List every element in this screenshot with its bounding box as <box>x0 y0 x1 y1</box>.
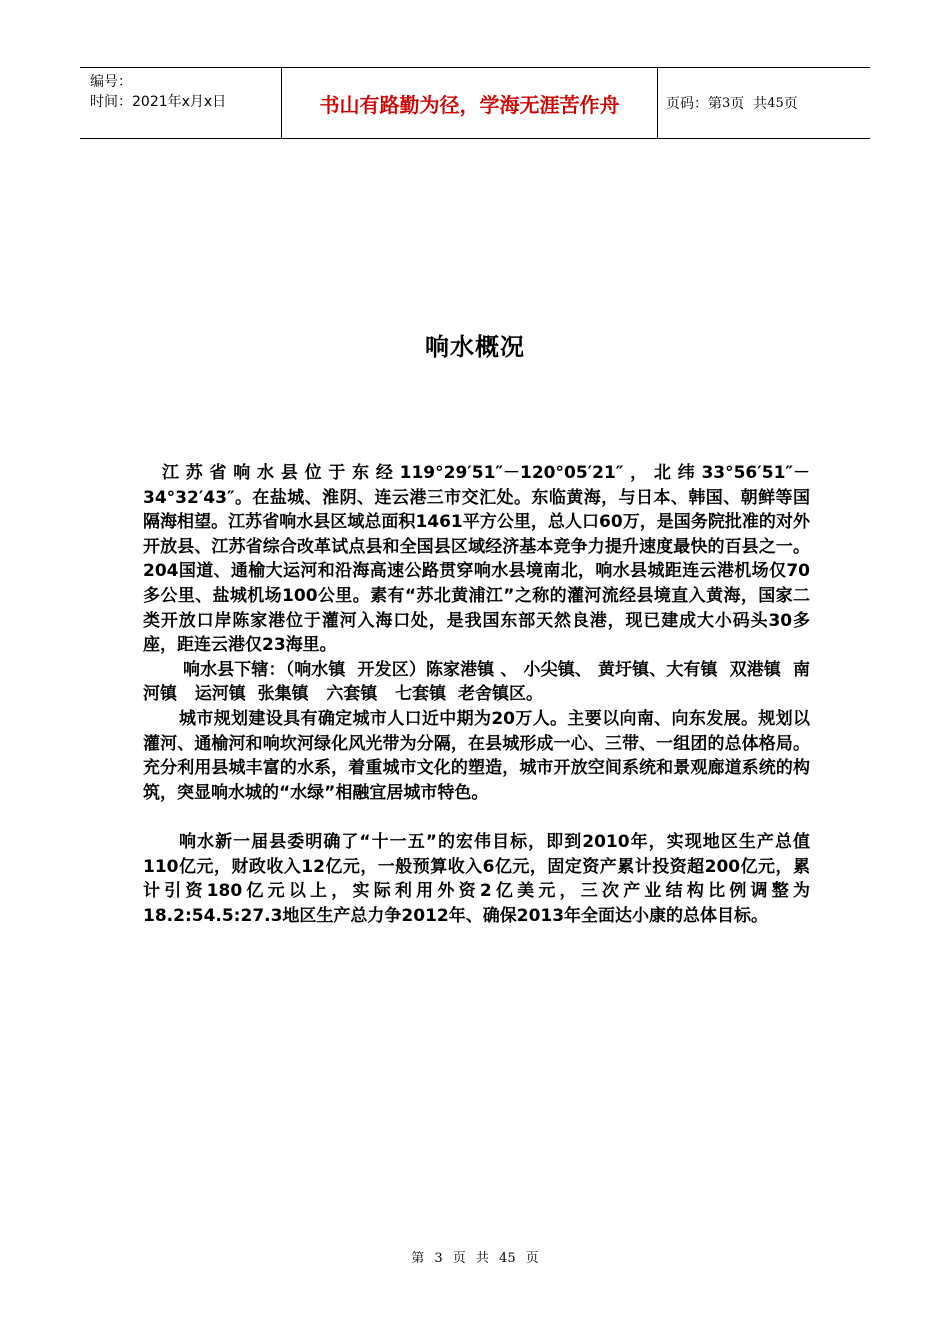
document-body <box>143 461 810 928</box>
header-table <box>80 67 870 139</box>
paragraph-towns: 响水县下辖：（响水镇 开发区）陈家港镇 、 小尖镇、 黄圩镇、大有镇 双港镇 南河镇 运河镇 张集镇 六套镇 七套镇 老舍镇区。 <box>143 659 810 705</box>
header-motto: 书山有路勤为径，学海无涯苦作舟 <box>282 68 658 138</box>
page-current: 3 <box>722 95 731 111</box>
page-title: 响水概况 <box>425 333 525 361</box>
time-label: 时间：2021年x月x日 <box>90 94 227 110</box>
serial-label: 编号： <box>90 74 132 90</box>
paragraph-overview: 江苏省响水县位于东经119°29′51″－120°05′21″，北纬33°56′51″－34°32′43″。在盐城、淮阴、连云港三市交汇处。东临黄海，与日本、韩国、朝鲜等国隔海相望。江苏省响水县区域总面积1461平方公里，总人口60万，是国务院批准的对外开放县、江苏省综合改革试点县和全国县区域经济基本竞争力提升速度最快的百县之一。204国道、通榆大运河和沿海高速公路贯穿响水县境南北，响水县城距连云港机场仅70多公里、盐城机场100公里。素有“苏北黄浦江”之称的灌河流经县境直入黄海，国家二类开放口岸陈家港位于灌河入海口处，是我国东部天然良港，现已建成大小码头30多座，距连云港仅23海里。 <box>143 463 810 656</box>
header-meta-cell <box>80 68 282 138</box>
paragraph-goals: 响水新一届县委明确了“十一五”的宏伟目标，即到2010年，实现地区生产总值110亿元，财政收入12亿元，一般预算收入6亿元，固定资产累计投资超200亿元，累计引资180亿元以上，实际利用外资2亿美元，三次产业结构比例调整为18.2:54.5:27.3地区生产总力争2012年、确保2013年全面达小康的总体目标。 <box>143 831 810 926</box>
paragraph-planning: 城市规划建设具有确定城市人口近中期为20万人。主要以向南、向东发展。规划以灌河、通榆河和响坎河绿化风光带为分隔，在县城形成一心、三带、一组团的总体格局。充分利用县城丰富的水系，着重城市文化的塑造，城市开放空间系统和景观廊道系统的构筑，突显响水城的“水绿”相融宜居城市特色。 <box>143 708 810 803</box>
header-page-info <box>658 68 870 138</box>
page-prefix: 页码：第 <box>666 96 722 112</box>
page-suffix: 页 <box>783 96 798 112</box>
page-footer: 第 3 页 共 45 页 <box>411 1251 539 1266</box>
page-mid: 页 共 <box>730 96 768 112</box>
page-total: 45 <box>767 95 784 111</box>
